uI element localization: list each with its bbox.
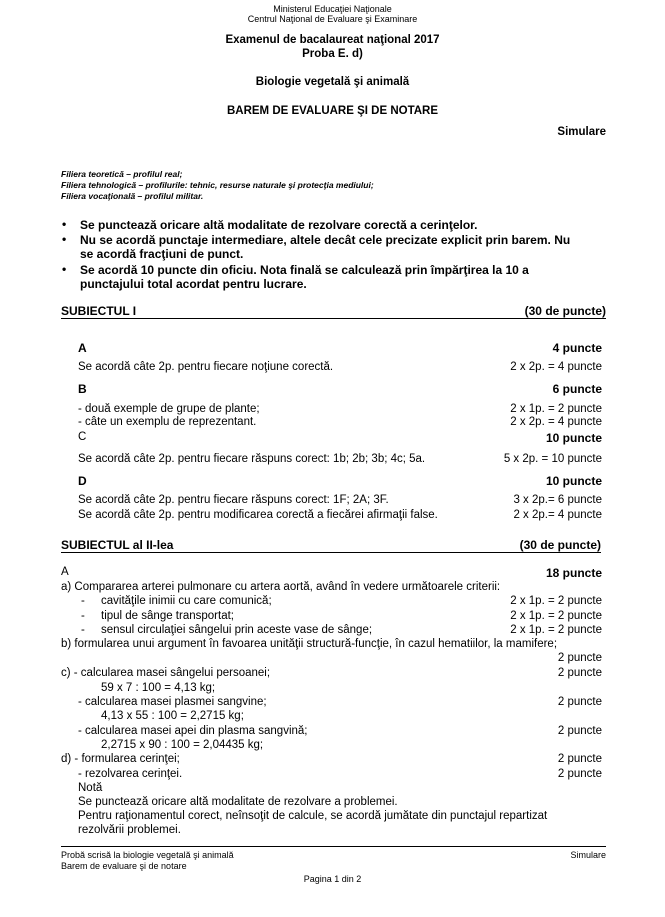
s2-d2-points: 2 puncte [557, 768, 602, 780]
s1-b-points: 6 puncte [552, 382, 602, 396]
simulare-label: Simulare [557, 126, 606, 138]
s2-criterion-1: cavităţile inimii cu care comunică; [101, 595, 272, 607]
s2-c1-formula: 59 x 7 : 100 = 4,13 kg; [101, 682, 216, 694]
footer-left-2: Barem de evaluare şi de notare [61, 861, 187, 871]
s1-d-calc2: 2 x 2p.= 4 puncte [513, 509, 602, 521]
s1-d-points: 10 puncte [545, 474, 602, 488]
bullet-icon: • [62, 217, 67, 231]
rule-3-line2: punctajului total acordat pentru lucrare. [80, 277, 307, 291]
s1-d-text1: Se acordă câte 2p. pentru fiecare răspuns corect: 1F; 2A; 3F. [78, 494, 389, 506]
s2-title: SUBIECTUL al II-lea [61, 538, 174, 552]
bullet-icon: • [62, 232, 67, 246]
s1-a-points: 4 puncte [552, 341, 602, 355]
s2-nota-line3: rezolvării problemei. [78, 824, 181, 836]
s1-b-label: B [78, 382, 87, 396]
rule-1: Se punctează oricare altă modalitate de rezolvare corectă a cerinţelor. [80, 218, 478, 232]
s1-d-label: D [78, 474, 87, 488]
s2-criterion-2: tipul de sânge transportat; [101, 610, 234, 622]
barem-title: BAREM DE EVALUARE ŞI DE NOTARE [226, 105, 439, 117]
s2-c2-points: 2 puncte [557, 696, 602, 708]
footer-right: Simulare [570, 850, 606, 860]
s2-nota-line2: Pentru raţionamentul corect, neînsoţit de calcule, se acordă jumătate din punctajul repartizat [78, 810, 548, 822]
ministry-header: Ministerul Educaţiei Naţionale [273, 4, 392, 14]
s1-a-label: A [78, 341, 87, 355]
s2-c1-points: 2 puncte [557, 667, 602, 679]
s2-nota-line1: Se punctează oricare altă modalitate de rezolvare a problemei. [78, 796, 398, 808]
s2-points: (30 de puncte) [519, 538, 601, 552]
s2-d2-text: - rezolvarea cerinţei. [78, 768, 183, 780]
s1-points: (30 de puncte) [524, 304, 606, 318]
s2-d1-points: 2 puncte [557, 753, 602, 765]
footer-left-1: Probă scrisă la biologie vegetală şi animală [61, 850, 234, 860]
s2-a-label: A [61, 566, 69, 578]
s2-d1-text: d) - formularea cerinţei; [61, 753, 180, 765]
s2-criterion-1-calc: 2 x 1p. = 2 puncte [510, 595, 602, 607]
footer-rule [61, 846, 606, 847]
s2-c2-formula: 4,13 x 55 : 100 = 2,2715 kg; [101, 710, 244, 722]
s2-b-text: b) formularea unui argument în favoarea unităţii structură-funcţie, în cazul hematiilor, la mamifere; [61, 638, 558, 650]
filiera-vocationala: Filiera vocaţională – profilul militar. [61, 191, 204, 201]
rule-3-line1: Se acordă 10 puncte din oficiu. Nota finală se calculează prin împărţirea la 10 a [80, 263, 529, 277]
s1-d-text2: Se acordă câte 2p. pentru modificarea corectă a fiecărei afirmaţii false. [78, 509, 438, 521]
filiera-teoretica: Filiera teoretică – profilul real; [61, 169, 183, 179]
s2-c1-text: c) - calcularea masei sângelui persoanei; [61, 667, 271, 679]
dash-icon: - [81, 624, 85, 636]
exam-title: Examenul de bacalaureat naţional 2017 [225, 34, 440, 46]
page-number: Pagina 1 din 2 [303, 874, 362, 884]
dash-icon: - [81, 595, 85, 607]
s1-b-calc2: 2 x 2p. = 4 puncte [510, 416, 602, 428]
exam-proba: Proba E. d) [302, 48, 363, 60]
rule-2-line1: Nu se acordă punctaje intermediare, altele decât cele precizate explicit prin barem. Nu [80, 233, 571, 247]
s1-c-points: 10 puncte [545, 431, 602, 445]
s1-b-text1: - două exemple de grupe de plante; [78, 403, 260, 415]
s1-underline [61, 318, 606, 319]
s1-c-text: Se acordă câte 2p. pentru fiecare răspuns corect: 1b; 2b; 3b; 4c; 5a. [78, 453, 426, 465]
s2-c3-points: 2 puncte [557, 725, 602, 737]
filiera-tehnologica: Filiera tehnologică – profilurile: tehnic, resurse naturale şi protecţia mediului; [61, 180, 374, 190]
s1-b-text2: - câte un exemplu de reprezentant. [78, 416, 257, 428]
s1-b-calc1: 2 x 1p. = 2 puncte [510, 403, 602, 415]
s2-criterion-3: sensul circulaţiei sângelui prin aceste vase de sânge; [101, 624, 373, 636]
s1-c-label: C [78, 431, 87, 443]
center-header: Centrul Naţional de Evaluare şi Examinare [247, 14, 418, 24]
s1-title: SUBIECTUL I [61, 304, 137, 318]
s2-underline [61, 552, 601, 553]
s2-b-points: 2 puncte [557, 652, 602, 664]
s2-a-points: 18 puncte [545, 566, 602, 580]
s1-a-calc: 2 x 2p. = 4 puncte [510, 361, 602, 373]
rule-2-line2: se acordă fracţiuni de punct. [80, 247, 244, 261]
s1-c-calc: 5 x 2p. = 10 puncte [503, 453, 602, 465]
exam-subject: Biologie vegetală şi animală [255, 76, 410, 88]
s2-c3-text: - calcularea masei apei din plasma sangvină; [78, 725, 308, 737]
dash-icon: - [81, 610, 85, 622]
s2-c3-formula: 2,2715 x 90 : 100 = 2,04435 kg; [101, 739, 264, 751]
s2-c2-text: - calcularea masei plasmei sangvine; [78, 696, 267, 708]
s2-criterion-3-calc: 2 x 1p. = 2 puncte [510, 624, 602, 636]
bullet-icon: • [62, 262, 67, 276]
s1-a-text: Se acordă câte 2p. pentru fiecare noţiune corectă. [78, 361, 334, 373]
s1-d-calc1: 3 x 2p.= 6 puncte [513, 494, 602, 506]
s2-nota-title: Notă [78, 782, 103, 794]
s2-a-text: a) Compararea arterei pulmonare cu artera aortă, având în vedere următoarele criterii: [61, 581, 501, 593]
s2-criterion-2-calc: 2 x 1p. = 2 puncte [510, 610, 602, 622]
